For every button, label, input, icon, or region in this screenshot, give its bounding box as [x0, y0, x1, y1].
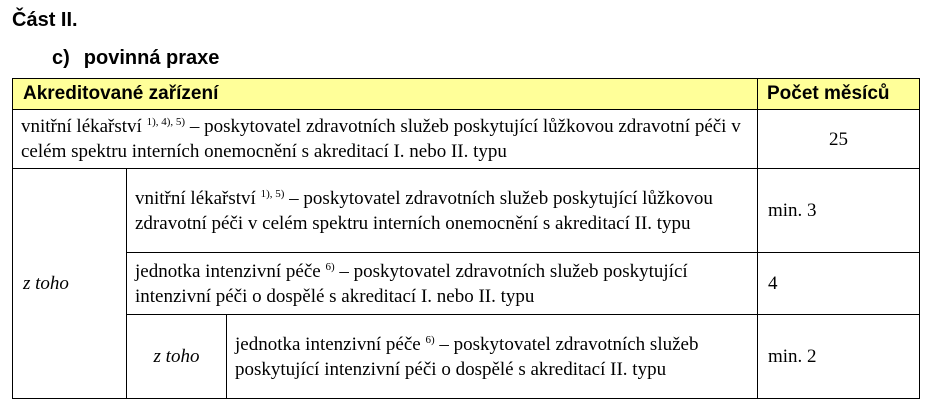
facility-name: jednotka intenzivní péče — [235, 333, 421, 355]
facility-name: vnitřní lékařství — [135, 187, 256, 209]
facility-cell — [127, 253, 758, 315]
z-toho-label: z toho — [13, 169, 127, 399]
months-cell: min. 3 — [758, 169, 920, 253]
header-months: Počet měsíců — [758, 79, 920, 110]
facility-cell — [227, 315, 758, 399]
facility-name: jednotka intenzivní péče — [135, 260, 321, 282]
facility-description: – poskytovatel zdravotních služeb poskytující lůžkovou zdravotní péči v celém spektru interních onemocnění s akreditací I. nebo II. typu — [21, 116, 741, 162]
part-title: Část II. — [12, 9, 78, 31]
months-cell: 25 — [758, 110, 920, 169]
footnote-refs: 6) — [325, 260, 335, 273]
facility-cell — [127, 169, 758, 253]
section-title-text: povinná praxe — [83, 47, 220, 69]
facility-name: vnitřní lékařství — [21, 116, 142, 137]
header-facility: Akreditované zařízení — [13, 79, 758, 110]
facility-description: – poskytovatel zdravotních služeb poskytující intenzivní péči o dospělé s akreditací I. nebo II. typu — [135, 260, 688, 307]
z-toho-inner-label: z toho — [127, 315, 227, 399]
table-row — [13, 315, 920, 399]
facility-description: – poskytovatel zdravotních služeb poskytující lůžkovou zdravotní péči v celém spektru interních onemocnění s akreditací II. typu — [135, 187, 713, 234]
footnote-refs: 6) — [425, 333, 435, 346]
table-header-row — [13, 79, 920, 110]
months-cell: min. 2 — [758, 315, 920, 399]
practice-table — [12, 78, 920, 399]
facility-cell — [13, 110, 758, 169]
facility-description: – poskytovatel zdravotních služeb poskytující intenzivní péči o dospělé s akreditací II. typu — [235, 333, 699, 380]
footnote-refs: 1), 4), 5) — [146, 116, 186, 128]
months-cell: 4 — [758, 253, 920, 315]
section-letter: c) — [52, 47, 70, 69]
section-title — [52, 47, 219, 70]
table-row — [13, 110, 920, 169]
table-row — [13, 253, 920, 315]
footnote-refs: 1), 5) — [260, 187, 285, 200]
table-row — [13, 169, 920, 253]
